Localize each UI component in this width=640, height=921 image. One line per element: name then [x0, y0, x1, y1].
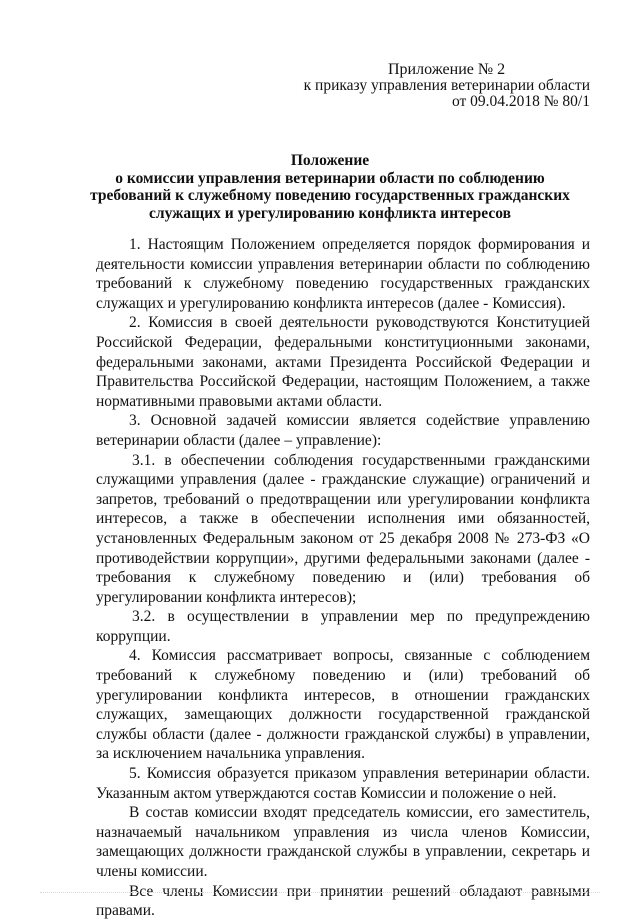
paragraph-2: 2. Комиссия в своей деятельности руководствуются Конституцией Российской Федерации, федеральными конституционными законами, федеральными законами, актами Президента Российской Федерации и Правительства Российской Федерации, настоящим Положением, а также нормативными правовыми актами области. — [96, 314, 590, 410]
appendix-order-reference: к приказу управления ветеринарии области — [303, 77, 590, 94]
appendix-order-date: от 09.04.2018 № 80/1 — [451, 93, 590, 110]
paragraph-3: 3. Основной задачей комиссии является содействие управлению ветеринарии области (далее – управление): — [96, 412, 590, 449]
title-line-1: Положение — [290, 152, 370, 169]
document-title — [70, 152, 590, 222]
appendix-number: Приложение № 2 — [388, 61, 506, 78]
appendix-header — [290, 62, 590, 110]
paragraph-4: 4. Комиссия рассматривает вопросы, связанные с соблюдением требований к служебному поведению и (или) требований об урегулировании конфликта интересов, в отношении гражданских служащих, замещающих должности государственной гражданской службы области (далее - должности гражданской службы) в управлении, за исключением начальника управления. — [96, 647, 590, 763]
paragraph-3-2: 3.2. в осуществлении в управлении мер по предупреждению коррупции. — [96, 608, 590, 645]
paragraph-equal-rights: Все члены Комиссии при принятии решений обладают равными правами. — [96, 882, 590, 920]
paragraph-3-1: 3.1. в обеспечении соблюдения государственными гражданскими служащими управления (далее - гражданские служащие) ограничений и запретов, требований о предотвращении или урегулировании конфликта интересов, а также в обеспечении исполнения ими обязанностей, установленных Федеральным законом от 25 декабря 2008 № 273-ФЗ «О противодействии коррупции», другими федеральными законами (далее - требования к служебному поведению и (или) требования об урегулировании конфликта интересов); — [96, 451, 590, 606]
title-line-4: служащих и урегулированию конфликта интересов — [149, 204, 511, 222]
document-body — [96, 235, 590, 921]
scan-edge-marks — [40, 892, 600, 897]
paragraph-5: 5. Комиссия образуется приказом управления ветеринарии области. Указанным актом утверждаются состав Комиссии и положение о ней. — [96, 765, 590, 802]
title-line-3: требований к служебному поведению государственных гражданских — [90, 187, 570, 204]
paragraph-composition: В состав комиссии входят председатель комиссии, его заместитель, назначаемый начальником управления из числа членов Комиссии, замещающих должности гражданской службы в управлении, секретарь и члены комиссии. — [96, 804, 590, 880]
paragraph-1: 1. Настоящим Положением определяется порядок формирования и деятельности комиссии управления ветеринарии области по соблюдению требований к служебному поведению государственных гражданских служащих и урегулированию конфликта интересов (далее - Комиссия). — [96, 236, 590, 312]
title-line-2: о комиссии управления ветеринарии области по соблюдению — [115, 169, 545, 187]
